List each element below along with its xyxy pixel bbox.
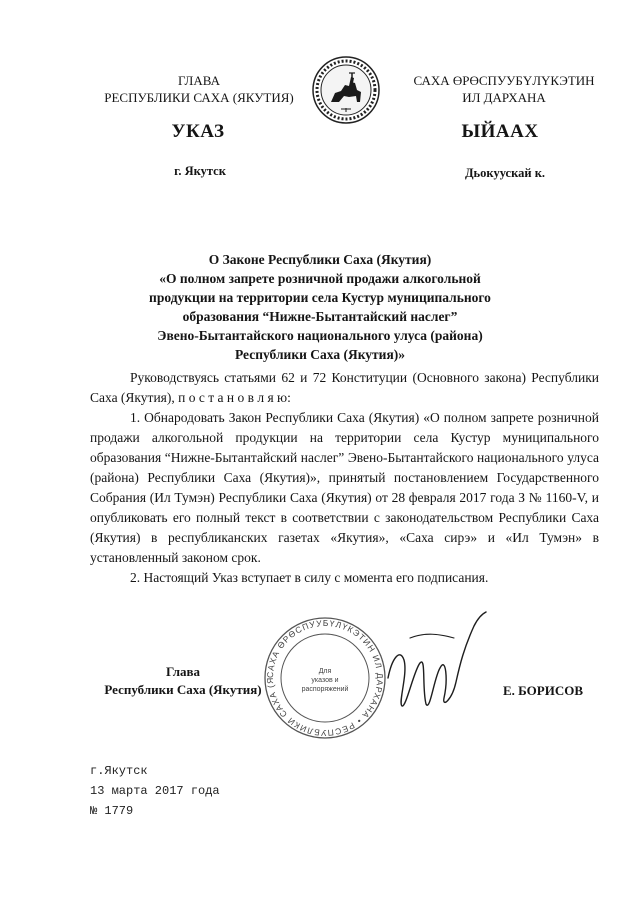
header-left	[88, 72, 310, 106]
preamble-paragraph: Руководствуясь статьями 62 и 72 Конституции (Основного закона) Республики Саха (Якутия), п о с т а н о в л я ю:	[90, 370, 599, 405]
registration-footer	[90, 761, 220, 821]
city-left: г. Якутск	[174, 164, 226, 178]
title-line: О Законе Республики Саха (Якутия)	[208, 252, 432, 267]
footer-city: г.Якутск	[90, 764, 148, 778]
header-left-line2: РЕСПУБЛИКИ САХА (ЯКУТИЯ)	[104, 90, 294, 105]
coat-of-arms-emblem	[311, 55, 381, 125]
signatory-title	[88, 663, 278, 699]
header-right-line2: ИЛ ДАРХАНА	[462, 90, 546, 105]
doc-type-right: ЫЙААХ	[461, 121, 539, 142]
header-left-line1: ГЛАВА	[178, 73, 220, 88]
item-1-paragraph: 1. Обнародовать Закон Республики Саха (Якутия) «О полном запрете розничной продажи алкогольной продукции на территории села Кустур муниципального образования “Нижне-Бытантайский наслег” Эвено-Бытантайского национального улуса (района) Республики Саха (Якутия)», принятый постановлением Государственного Собрания (Ил Тумэн) Республики Саха (Якутия) от 28 февраля 2017 года З № 1160-V, и опубликовать его полный текст в соответствии с законодательством Республики Саха (Якутия) в республиканских газетах «Якутия», «Саха сирэ» и «Ил Тумэн» в установленный законом срок.	[90, 410, 599, 565]
seal-center-line3: распоряжений	[301, 686, 349, 693]
signatory-title-line2: Республики Саха (Якутия)	[104, 682, 262, 697]
handwritten-signature	[370, 608, 490, 718]
footer-date: 13 марта 2017 года	[90, 784, 220, 798]
title-line: образования “Нижне-Бытантайский наслег”	[182, 309, 458, 324]
city-right: Дьокуускай к.	[464, 166, 546, 180]
footer-number: № 1779	[90, 804, 134, 818]
header-right	[398, 72, 610, 106]
seal-center-line1: Для	[318, 668, 332, 675]
header-right-line1: САХА ӨРӨСПУУБҮЛҮКЭТИН	[413, 73, 595, 88]
title-line: Республики Саха (Якутия)»	[234, 347, 405, 362]
item-2-paragraph: 2. Настоящий Указ вступает в силу с момента его подписания.	[130, 570, 489, 585]
seal-ring-text: САХА ӨРӨСПУУБҮЛҮКЭТИН ИЛ ДАРХАНА • РЕСПУБЛИКИ САХА (Я	[264, 617, 386, 739]
doc-type-left: УКАЗ	[171, 121, 225, 142]
title-line: продукции на территории села Кустур муниципального	[149, 290, 491, 305]
decree-body	[90, 368, 599, 588]
signatory-title-line1: Глава	[165, 664, 201, 679]
title-line: Эвено-Бытантайского национального улуса (района)	[157, 328, 483, 343]
title-line: «О полном запрете розничной продажи алкогольной	[159, 271, 481, 286]
seal-center-line2: указов и	[311, 677, 339, 684]
decree-title	[110, 250, 530, 364]
signatory-name: Е. БОРИСОВ	[503, 683, 584, 698]
